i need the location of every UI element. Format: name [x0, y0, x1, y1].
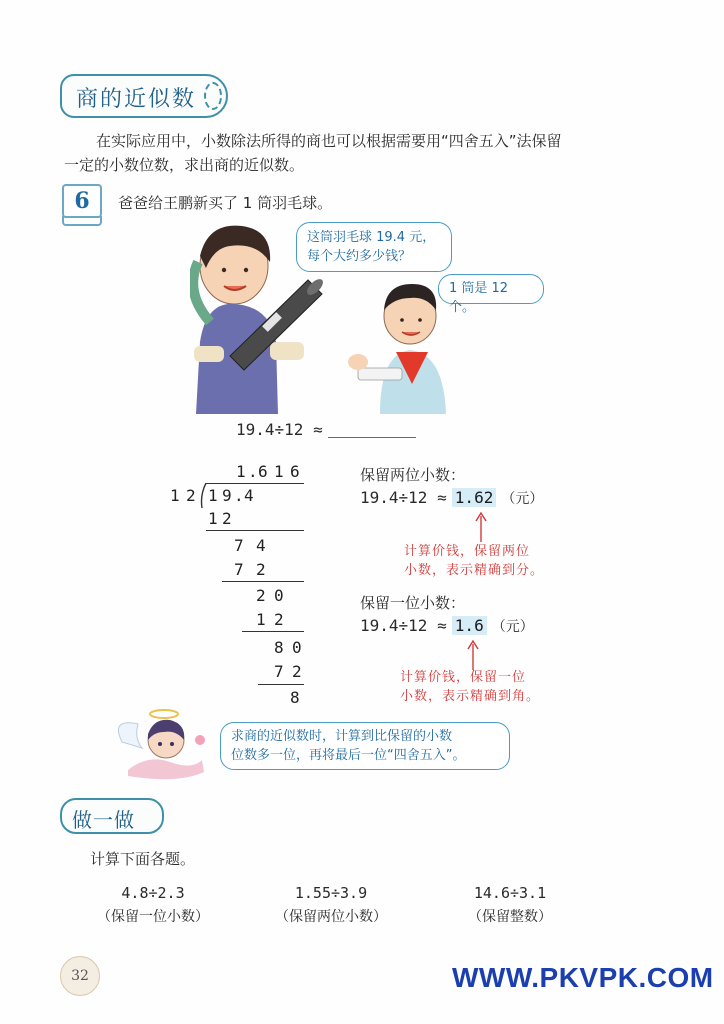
step-digit: 7: [274, 662, 284, 681]
two-places-note-line-2: 小数，表示精确到分。: [404, 563, 545, 578]
dad-speech-line-2: 每个大约多少钱？: [307, 249, 412, 264]
two-places-row: [360, 488, 543, 508]
one-place-row: [360, 616, 534, 636]
one-place-note-line-2: 小数，表示精确到角。: [400, 689, 541, 704]
step-digit: 0: [292, 638, 302, 657]
step-digit: 7: [234, 560, 244, 579]
intro-line-1: 在实际应用中，小数除法所得的商也可以根据需要用“四舍五入”法保留: [96, 132, 562, 150]
hint-bubble: [220, 722, 510, 770]
step-digit: 4: [256, 536, 266, 555]
long-division: [160, 458, 320, 710]
one-place-note: [400, 668, 540, 706]
answer-blank-line: [328, 437, 416, 438]
step-digit: 7: [234, 536, 244, 555]
example-number-badge: [62, 184, 102, 218]
one-place-expr: 19.4÷12 ≈: [360, 616, 447, 635]
exercise-note: （保留一位小数）: [97, 909, 209, 925]
divisor-digit: 2: [186, 486, 196, 505]
step-digit: 8: [274, 638, 284, 657]
dividend-digit: 4: [244, 486, 254, 505]
boy-speech-text: 1 筒是 12 个。: [449, 281, 509, 315]
two-places-arrow-icon: [474, 512, 488, 542]
practice-instruction: 计算下面各题。: [90, 850, 196, 868]
one-place-note-line-1: 计算价钱，保留一位: [400, 670, 527, 685]
exercise-note: （保留整数）: [468, 909, 552, 925]
intro-line-2: 一定的小数位数，求出商的近似数。: [64, 156, 305, 174]
one-place-answer: 1.6: [452, 616, 487, 635]
example-text: 爸爸给王鹏新买了 1 筒羽毛球。: [118, 194, 333, 212]
step-line: [222, 581, 304, 582]
quotient-digit: 1: [274, 462, 284, 481]
quotient-digit: .: [248, 462, 258, 481]
step-digit: 1: [208, 509, 218, 528]
section-title: 商的近似数: [76, 87, 197, 112]
two-places-unit: （元）: [501, 491, 544, 507]
two-places-label: 保留两位小数：: [360, 466, 466, 484]
exercise-note: （保留两位小数）: [275, 909, 387, 925]
angel-mascot-illustration: [108, 704, 212, 782]
quotient-digit: 1: [236, 462, 246, 481]
example-number: 6: [74, 188, 90, 214]
divisor-digit: 1: [170, 486, 180, 505]
hint-line-2: 位数多一位，再将最后一位“四舍五入”。: [231, 748, 466, 763]
two-places-expr: 19.4÷12 ≈: [360, 488, 447, 507]
step-line: [258, 684, 304, 685]
exercise-1: [78, 884, 228, 926]
dad-speech-line-1: 这筒羽毛球 19.4 元，: [307, 230, 436, 245]
division-bar: [206, 483, 304, 484]
one-place-unit: （元）: [491, 619, 534, 635]
exercise-expr: 1.55÷3.9: [294, 884, 368, 902]
step-digit: 2: [256, 586, 266, 605]
exercise-expr: 4.8÷2.3: [121, 884, 185, 902]
dividend-digit: 9: [222, 486, 232, 505]
exercise-2: [254, 884, 408, 926]
one-place-label: 保留一位小数：: [360, 594, 466, 612]
equation-prefix: 19.4÷12 ≈: [236, 420, 323, 439]
dividend-digit: 1: [208, 486, 218, 505]
quotient-digit: 6: [290, 462, 300, 481]
step-digit: 0: [274, 586, 284, 605]
two-places-note: [404, 542, 544, 580]
page-number: 32: [60, 956, 100, 996]
step-digit: 8: [290, 688, 300, 707]
dad-speech-bubble: [296, 222, 452, 272]
practice-title-ribbon: [60, 798, 164, 834]
exercise-3: [448, 884, 572, 926]
step-digit: 2: [292, 662, 302, 681]
step-digit: 2: [222, 509, 232, 528]
boy-speech-bubble: [438, 274, 544, 315]
boy-figure-icon: [348, 284, 446, 414]
hint-line-1: 求商的近似数时，计算到比保留的小数: [231, 729, 453, 744]
section-title-ribbon: [60, 74, 228, 118]
badge-tab: [62, 216, 102, 226]
step-digit: 2: [274, 610, 284, 629]
step-digit: 1: [256, 610, 266, 629]
two-places-note-line-1: 计算价钱，保留两位: [404, 544, 531, 559]
step-line: [206, 530, 304, 531]
dividend-digit: .: [234, 486, 244, 505]
practice-title: 做一做: [72, 808, 135, 832]
one-place-arrow-icon: [466, 640, 480, 670]
step-line: [242, 631, 304, 632]
quotient-digit: 6: [258, 462, 268, 481]
two-places-answer: 1.62: [452, 488, 497, 507]
step-digit: 2: [256, 560, 266, 579]
watermark-text: WWW.PKVPK.COM: [452, 962, 714, 993]
ribbon-curl-icon: [204, 82, 222, 110]
exercise-expr: 14.6÷3.1: [473, 884, 547, 902]
